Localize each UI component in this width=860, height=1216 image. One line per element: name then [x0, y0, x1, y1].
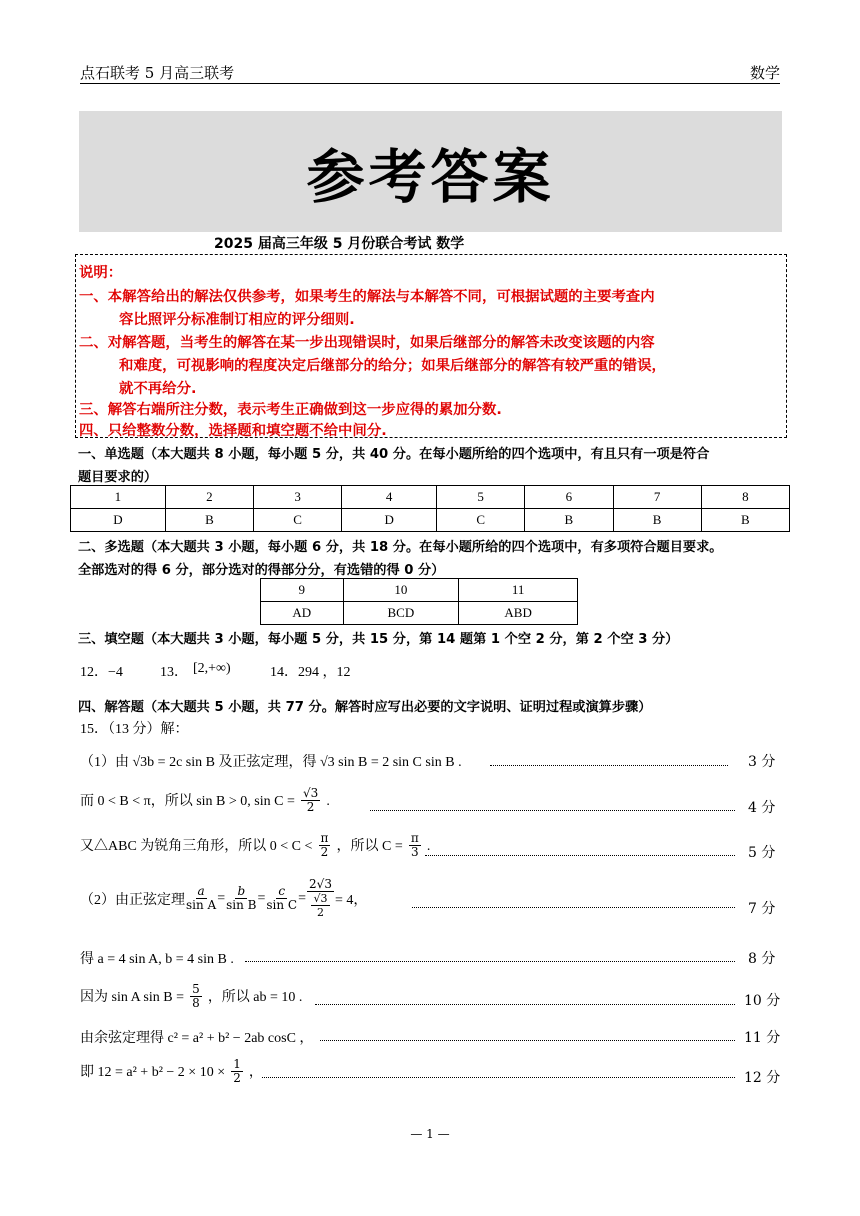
step-text: 即 12 = a² + b² − 2 × 10 ×: [80, 1065, 226, 1080]
table-row: [71, 509, 790, 532]
step-line: （2）由正弦定理 $\frac{a}{\text{sin A}}$ = $\frac{b}{\text{sin B}}$ = $\frac{c}{\text{sin C}}$ = $\frac{2√3}{\frac{√3}{2}}$ = 4，: [80, 877, 368, 919]
note-2: 二、对解答题，当考生的解答在某一步出现错误时，如果后继部分的解答未改变该题的内容: [79, 335, 655, 351]
step-score: 4 分: [748, 800, 776, 816]
header-rule: [80, 83, 780, 84]
numerator: c: [278, 884, 286, 898]
table-cell: 1: [71, 486, 166, 509]
leader-dots: [490, 755, 728, 766]
step-text: .: [426, 839, 431, 854]
fraction: [190, 983, 202, 1010]
table-cell: 4: [342, 486, 437, 509]
notes-title: 说明：: [79, 265, 123, 281]
step-score: 7 分: [748, 901, 776, 917]
table-cell: 2: [165, 486, 253, 509]
table-cell: B: [525, 509, 613, 532]
note-1-cont: 容比照评分标准制订相应的评分细则.: [119, 312, 355, 328]
denominator: 2: [233, 1071, 241, 1085]
step-text: 而 0 < B < π，所以 sin B > 0, sin C =: [80, 794, 295, 809]
header-right: 数学: [749, 64, 780, 82]
step-line: [80, 983, 302, 1010]
step-text: ，所以 ab = 10 .: [207, 990, 303, 1005]
denominator: 8: [192, 996, 200, 1010]
numerator: √3: [313, 892, 328, 905]
section1-heading-cont: 题目要求的）: [78, 470, 158, 485]
denominator: 2: [306, 800, 315, 814]
answer-13: [2,+∞): [193, 661, 231, 676]
denominator: 2: [316, 906, 324, 919]
section1-heading: 一、单选题（本大题共 8 小题，每小题 5 分，共 40 分。在每小题所给的四个选项中，有且只有一项是符合: [78, 447, 710, 462]
fraction: [266, 885, 297, 912]
page-number: — 1 —: [410, 1127, 450, 1141]
denominator: 3: [410, 845, 419, 859]
numerator: 1: [233, 1057, 241, 1071]
table-cell: 11: [459, 579, 578, 602]
section2-heading: 二、多选题（本大题共 3 小题，每小题 6 分，共 18 分。在每小题所给的四个选项中，有多项符合题目要求。: [78, 540, 723, 555]
denominator-fraction: [311, 892, 329, 919]
note-2-cont2: 就不再给分.: [119, 381, 197, 397]
section2-heading-cont: 全部选对的得 6 分，部分选对的得部分分，有选错的得 0 分）: [78, 563, 445, 578]
section4-heading: 四、解答题（本大题共 5 小题，共 77 分。解答时应写出必要的文字说明、证明过程或演算步骤）: [78, 700, 652, 715]
answer-13-label: 13．: [160, 665, 188, 680]
fraction: [319, 832, 331, 859]
leader-dots: [320, 1030, 735, 1041]
leader-dots: [412, 897, 735, 908]
table-cell: B: [701, 509, 789, 532]
fraction: [301, 787, 320, 814]
step-line: [80, 948, 234, 968]
fraction: [409, 832, 421, 859]
step-score: 5 分: [748, 845, 776, 861]
step-text: = 4，: [334, 892, 368, 908]
numerator: a: [197, 884, 205, 898]
multi-choice-table: [260, 578, 578, 625]
numerator: 2√3: [309, 877, 332, 891]
header-left: 点石联考 5 月高三联考: [80, 64, 235, 82]
denominator: sin C: [266, 898, 298, 912]
banner-title: 参考答案: [306, 142, 555, 211]
step-score: 3 分: [748, 754, 776, 770]
step-text: 由余弦定理得 c² = a² + b² − 2ab cosC ，: [80, 1031, 314, 1046]
table-cell: B: [165, 509, 253, 532]
table-cell: 10: [343, 579, 459, 602]
table-row: [71, 486, 790, 509]
fraction: [231, 1058, 243, 1085]
table-cell: C: [254, 509, 342, 532]
exam-subtitle: 2025 届高三年级 5 月份联合考试 数学: [214, 236, 465, 252]
fraction: [186, 885, 216, 912]
table-cell: 8: [701, 486, 789, 509]
table-cell: D: [71, 509, 166, 532]
table-cell: 7: [613, 486, 701, 509]
table-cell: 9: [261, 579, 344, 602]
instructions-box: [75, 254, 787, 438]
note-4: 四、只给整数分数，选择题和填空题不给中间分.: [79, 423, 387, 439]
numerator: π: [410, 831, 419, 845]
table-cell: B: [613, 509, 701, 532]
table-cell: D: [342, 509, 437, 532]
question-15-label: 15．（13 分）解：: [80, 722, 189, 737]
step-line: [80, 1027, 313, 1047]
table-cell: BCD: [343, 602, 459, 625]
answer-14: 14．294 ，12: [270, 665, 351, 680]
denominator: sin B: [226, 898, 257, 912]
step-score: 12 分: [744, 1070, 781, 1086]
table-cell: 5: [437, 486, 525, 509]
step-text: （1）由 √3b = 2c sin B 及正弦定理，得 √3 sin B = 2 sin C sin B .: [80, 755, 462, 770]
note-3: 三、解答右端所注分数，表示考生正确做到这一步应得的累加分数.: [79, 402, 502, 418]
leader-dots: [370, 800, 735, 811]
step-line: [80, 832, 430, 859]
fraction: [226, 885, 256, 912]
table-cell: 6: [525, 486, 613, 509]
table-cell: ABD: [459, 602, 578, 625]
denominator: sin A: [186, 898, 217, 912]
table-cell: 3: [254, 486, 342, 509]
leader-dots: [425, 845, 735, 856]
single-choice-table: [70, 485, 790, 532]
numerator: π: [320, 831, 329, 845]
step-score: 10 分: [744, 993, 781, 1009]
step-text: 得 a = 4 sin A, b = 4 sin B .: [80, 952, 234, 967]
step-text: ，: [248, 1065, 263, 1080]
note-2-cont: 和难度，可视影响的程度决定后继部分的给分；如果后继部分的解答有较严重的错误，: [119, 358, 666, 374]
leader-dots: [315, 994, 735, 1005]
numerator: 5: [192, 982, 200, 996]
leader-dots: [262, 1067, 735, 1078]
step-line: [80, 787, 330, 814]
step-text: 又△ABC 为锐角三角形，所以 0 < C <: [80, 839, 313, 854]
leader-dots: [245, 951, 735, 962]
table-row: [261, 579, 578, 602]
note-1: 一、本解答给出的解法仅供参考，如果考生的解法与本解答不同，可根据试题的主要考查内: [79, 289, 655, 305]
numerator: √3: [302, 786, 319, 800]
step-text: （2）由正弦定理: [80, 892, 185, 908]
step-text: .: [326, 794, 330, 809]
table-row: [261, 602, 578, 625]
denominator: 2: [320, 845, 329, 859]
step-text: 因为 sin A sin B =: [80, 990, 184, 1005]
section3-heading: 三、填空题（本大题共 3 小题，每小题 5 分，共 15 分，第 14 题第 1 个空 2 分，第 2 个空 3 分）: [78, 632, 679, 647]
compound-fraction: [307, 878, 334, 919]
step-line: [80, 1058, 263, 1085]
answer-banner: [79, 111, 782, 232]
answer-12: 12．−4: [80, 665, 123, 680]
step-score: 8 分: [748, 951, 776, 967]
step-score: 11 分: [744, 1030, 781, 1046]
table-cell: C: [437, 509, 525, 532]
numerator: b: [237, 884, 246, 898]
step-text: ，所以 C =: [336, 839, 403, 854]
table-cell: AD: [261, 602, 344, 625]
